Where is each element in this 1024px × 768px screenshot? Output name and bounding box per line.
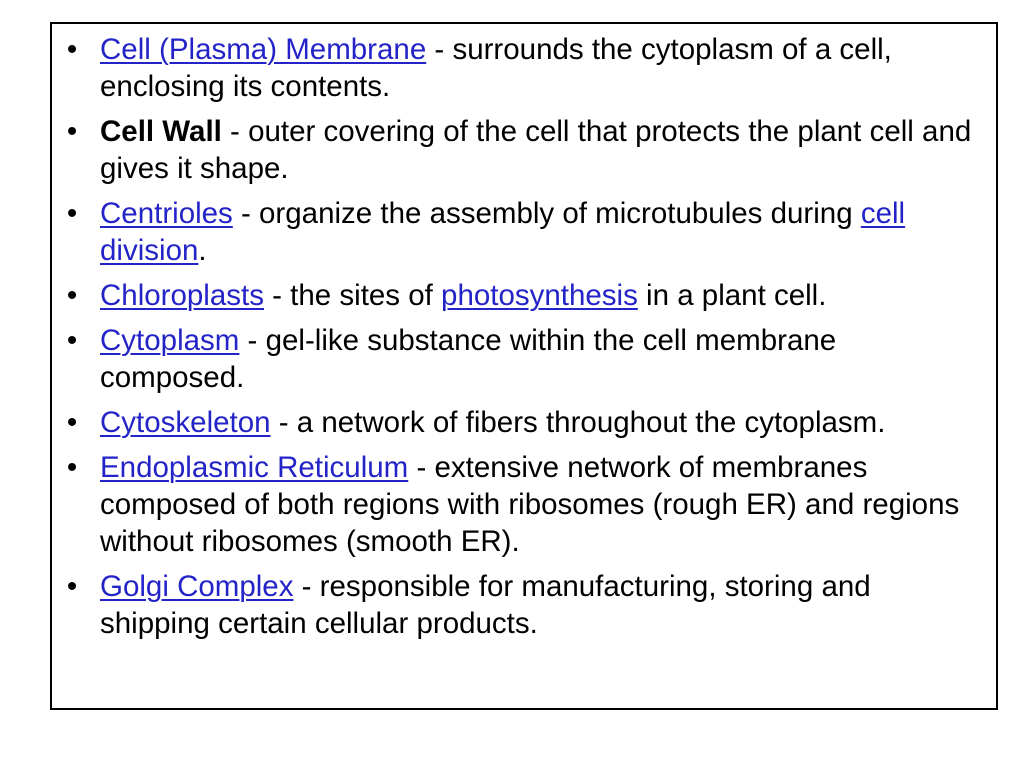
- definition-text: - a network of fibers throughout the cytoplasm.: [270, 406, 886, 439]
- definition-text: - the sites of: [263, 279, 442, 312]
- link-photosynthesis[interactable]: photosynthesis: [441, 279, 638, 312]
- definition-text: - organize the assembly of microtubules during: [232, 197, 861, 230]
- list-item-centrioles: [52, 195, 996, 269]
- link-endoplasmic-reticulum[interactable]: Endoplasmic Reticulum: [100, 451, 409, 484]
- definition-text: - extensive network of membranes composed of both regions with ribosomes (rough ER) and regions without ribosomes (smooth ER).: [100, 451, 960, 558]
- link-cell-division[interactable]: cell division: [100, 197, 906, 267]
- bullet-icon: •: [66, 115, 78, 148]
- bullet-icon: •: [66, 570, 78, 603]
- definition-text-end: in a plant cell.: [637, 279, 827, 312]
- list-item-cytoplasm: [52, 322, 996, 396]
- list-item-golgi-complex: [52, 568, 996, 642]
- term-cell-wall: Cell Wall: [100, 115, 222, 148]
- link-cytoplasm[interactable]: Cytoplasm: [100, 324, 240, 357]
- definition-text: - outer covering of the cell that protects the plant cell and gives it shape.: [100, 115, 972, 185]
- list-item-chloroplasts: [52, 277, 996, 314]
- link-cell-membrane[interactable]: Cell (Plasma) Membrane: [100, 33, 427, 66]
- link-chloroplasts[interactable]: Chloroplasts: [100, 279, 264, 312]
- list-item-cytoskeleton: [52, 404, 996, 441]
- list-item-endoplasmic-reticulum: [52, 449, 996, 560]
- bullet-icon: •: [66, 451, 78, 484]
- organelle-list: [52, 31, 996, 650]
- definition-text: - surrounds the cytoplasm of a cell, enclosing its contents.: [100, 33, 892, 103]
- link-golgi-complex[interactable]: Golgi Complex: [100, 570, 294, 603]
- bullet-icon: •: [66, 197, 78, 230]
- definition-text-end: .: [198, 234, 207, 267]
- link-cytoskeleton[interactable]: Cytoskeleton: [100, 406, 271, 439]
- definition-text: - responsible for manufacturing, storing and shipping certain cellular products.: [100, 570, 871, 640]
- definition-text: - gel-like substance within the cell membrane composed.: [100, 324, 837, 394]
- bullet-icon: •: [66, 324, 78, 357]
- bullet-icon: •: [66, 33, 78, 66]
- bullet-icon: •: [66, 279, 78, 312]
- content-box: [50, 22, 998, 710]
- bullet-icon: •: [66, 406, 78, 439]
- list-item-cell-membrane: [52, 31, 996, 105]
- list-item-cell-wall: [52, 113, 996, 187]
- link-centrioles[interactable]: Centrioles: [100, 197, 233, 230]
